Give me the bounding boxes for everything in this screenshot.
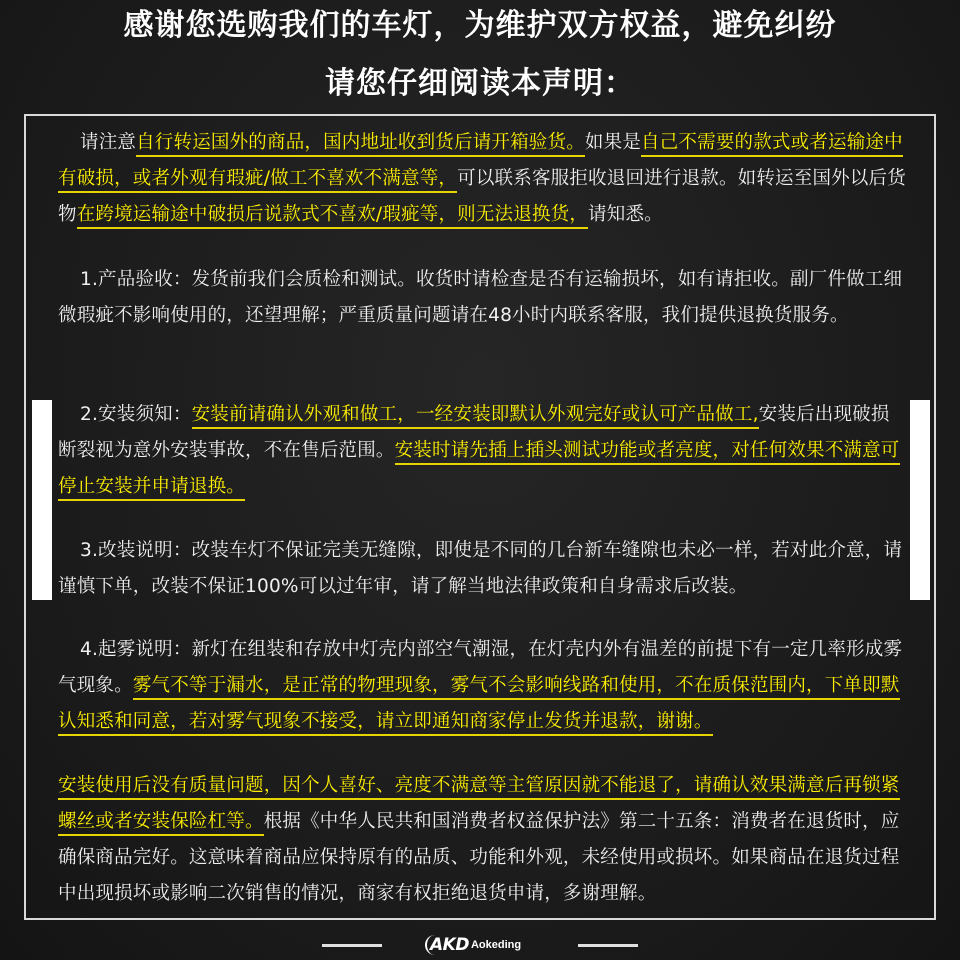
page-subtitle: 请您仔细阅读本声明： bbox=[325, 66, 635, 101]
brand-logo bbox=[425, 930, 545, 960]
closing-highlight: 安装使用后没有质量问题，因个人喜好、亮度不满意等主管原因就不能退了，请确认效果满意后再锁紧螺丝或者安装保险杠等。 bbox=[58, 775, 900, 836]
closing-text: 根据《中华人民共和国消费者权益保护法》第二十五条：消费者在退货时，应确保商品完好。这意味着商品应保持原有的品质、功能和外观，未经使用或损坏。如果商品在退货过程中出现损坏或影响二次销售的情况，商家有权拒绝退货申请，多谢理解。 bbox=[58, 811, 900, 904]
right-accent-bar bbox=[910, 400, 930, 600]
footer-divider-right bbox=[578, 944, 638, 947]
intro-text-1: 请注意 bbox=[80, 132, 137, 153]
closing-paragraph bbox=[58, 768, 908, 912]
item1-text: 1.产品验收：发货前我们会质检和测试。收货时请检查是否有运输损坏，如有请拒收。副厂件做工细微瑕疵不影响使用的，还望理解；严重质量问题请在48小时内联系客服，我们提供退换货服务。 bbox=[58, 269, 903, 326]
item2-text-2: 安装后出现破损断裂视为意外安装事故，不在售后范围。 bbox=[58, 404, 890, 461]
intro-text-3: 可以联系客服拒收退回进行退款。如转运至国外以后货物 bbox=[58, 168, 906, 225]
item2-highlight-1: 安装前请确认外观和做工，一经安装即默认外观完好或认可产品做工, bbox=[192, 404, 759, 429]
item-modification-notice bbox=[58, 533, 908, 605]
item2-text-1: 2.安装须知： bbox=[80, 404, 192, 425]
footer-divider-left bbox=[322, 944, 382, 947]
item3-text: 3.改装说明：改装车灯不保证完美无缝隙，即使是不同的几台新车缝隙也未必一样，若对此介意，请谨慎下单，改装不保证100%可以过年审，请了解当地法律政策和自身需求后改装。 bbox=[58, 540, 903, 597]
logo-wordmark: Aokeding bbox=[470, 939, 522, 951]
page-title: 感谢您选购我们的车灯，为维护双方权益，避免纠纷 bbox=[123, 8, 837, 43]
item-fogging-notice bbox=[58, 632, 908, 740]
intro-highlight-1: 自行转运国外的商品，国内地址收到货后请开箱验货。 bbox=[136, 132, 585, 157]
left-accent-bar bbox=[32, 400, 52, 600]
logo-mark: AKD bbox=[425, 935, 469, 955]
item-product-inspection bbox=[58, 262, 908, 334]
item4-highlight-1: 雾气不等于漏水，是正常的物理现象，雾气不会影响线路和使用，不在质保范围内，下单即默认知悉和同意，若对雾气现象不接受，请立即通知商家停止发货并退款，谢谢。 bbox=[58, 675, 900, 736]
item2-highlight-2: 安装时请先插上插头测试功能或者亮度，对任何效果不满意可停止安装并申请退换。 bbox=[58, 440, 900, 501]
intro-paragraph bbox=[58, 125, 908, 233]
intro-text-4: 请知悉。 bbox=[588, 204, 663, 225]
intro-highlight-2: 自己不需要的款式或者运输途中有破损，或者外观有瑕疵/做工不喜欢不满意等， bbox=[58, 132, 903, 193]
intro-text-2: 如果是 bbox=[584, 132, 642, 153]
intro-highlight-3: 在跨境运输途中破损后说款式不喜欢/瑕疵等，则无法退换货， bbox=[77, 204, 588, 229]
item4-text-1: 4.起雾说明：新灯在组装和存放中灯壳内部空气潮湿，在灯壳内外有温差的前提下有一定几率形成雾气现象。 bbox=[58, 639, 903, 696]
item-installation-notice bbox=[58, 397, 908, 505]
